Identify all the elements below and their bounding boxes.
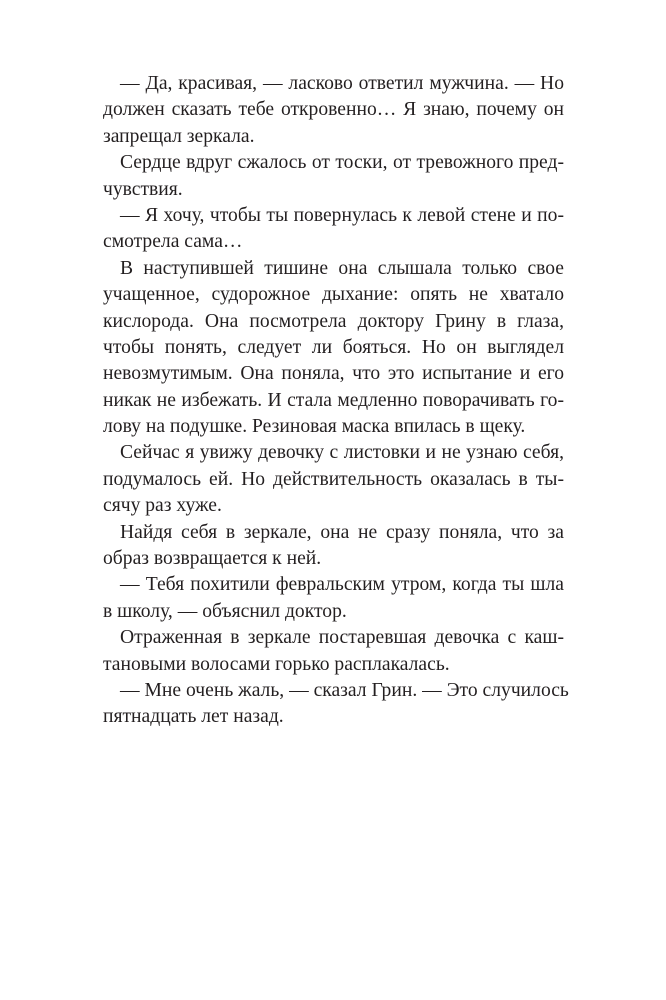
text-line: кислорода. Она посмотрела доктору Грину в глаза,: [103, 310, 564, 332]
paragraph: [103, 150, 564, 203]
text-line: учащенное, судорожное дыхание: опять не хватало: [103, 284, 564, 306]
paragraph: [103, 256, 564, 441]
text-line: Найдя себя в зеркале, она не сразу поняла, что за: [120, 521, 564, 543]
text-line: чувствия.: [103, 178, 183, 200]
page-body-text: [103, 71, 569, 731]
text-line: — Я хочу, чтобы ты повернулась к левой стене и по-: [120, 204, 564, 226]
text-line: Отраженная в зеркале постаревшая девочка с каш-: [120, 627, 564, 649]
text-line: Сердце вдруг сжалось от тоски, от тревожного пред-: [120, 152, 564, 174]
paragraph: [103, 71, 564, 150]
text-line: — Да, красивая, — ласково ответил мужчина. — Но: [120, 73, 564, 94]
text-line: сячу раз хуже.: [103, 495, 222, 517]
paragraph: [103, 440, 564, 519]
text-line: должен сказать тебе откровенно… Я знаю, почему он: [103, 99, 564, 121]
paragraph: [103, 678, 569, 731]
paragraph: [103, 572, 564, 625]
paragraph: [103, 625, 564, 678]
text-line: смотрела сама…: [103, 231, 243, 253]
text-line: пятнадцать лет назад.: [103, 706, 284, 728]
text-line: чтобы понять, следует ли бояться. Но он выглядел: [103, 336, 564, 358]
text-line: подумалось ей. Но действительность оказалась в ты-: [103, 468, 564, 490]
text-line: лову на подушке. Резиновая маска впилась в щеку.: [103, 416, 526, 438]
text-line: тановыми волосами горько расплакалась.: [103, 653, 450, 675]
paragraph: [103, 520, 564, 573]
paragraph: [103, 203, 564, 256]
text-line: никак не избежать. И стала медленно поворачивать го-: [103, 389, 564, 411]
text-line: — Мне очень жаль, — сказал Грин. — Это случилось: [120, 679, 569, 701]
text-line: запрещал зеркала.: [103, 125, 255, 147]
text-line: образ возвращается к ней.: [103, 548, 322, 570]
text-line: В наступившей тишине она слышала только свое: [120, 257, 564, 279]
text-line: Сейчас я увижу девочку с листовки и не узнаю себя,: [120, 442, 564, 464]
text-line: в школу, — объяснил доктор.: [103, 600, 347, 622]
text-line: невозмутимым. Она поняла, что это испытание и его: [103, 363, 564, 385]
text-line: — Тебя похитили февральским утром, когда ты шла: [120, 574, 564, 596]
